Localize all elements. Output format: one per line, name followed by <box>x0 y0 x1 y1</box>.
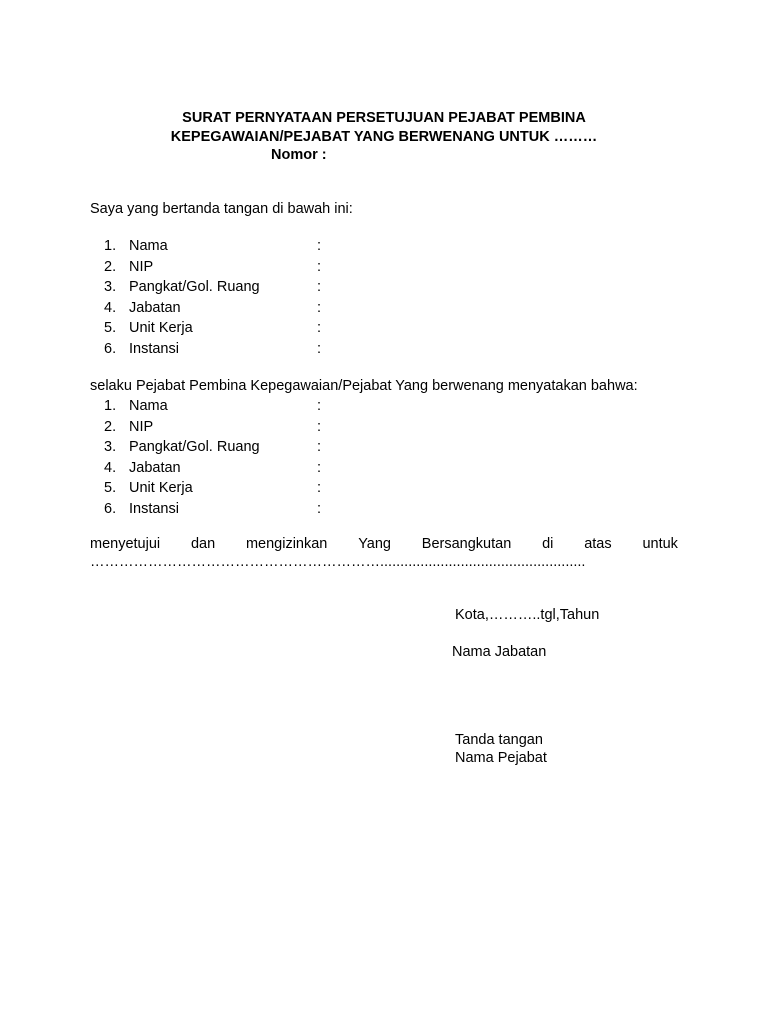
approval-word: untuk <box>642 536 678 552</box>
item-colon: : <box>317 299 322 316</box>
approval-fill-line: ……………………………………………………................................................... <box>90 554 586 570</box>
list-item <box>104 458 321 479</box>
item-label: Unit Kerja <box>129 480 193 497</box>
list-item <box>104 417 321 438</box>
item-number: 2. <box>104 418 117 435</box>
list-item <box>104 478 321 499</box>
item-number: 4. <box>104 459 117 476</box>
item-colon: : <box>317 418 322 435</box>
title-line-1: SURAT PERNYATAAN PERSETUJUAN PEJABAT PEMBINA <box>182 110 586 126</box>
title-line-2: KEPEGAWAIAN/PEJABAT YANG BERWENANG UNTUK ……… <box>170 129 598 145</box>
item-label: Nama <box>129 238 168 254</box>
list-item <box>104 318 321 339</box>
approval-word: dan <box>190 536 216 552</box>
item-label: Jabatan <box>129 299 181 316</box>
item-number: 6. <box>104 500 117 517</box>
item-number: 1. <box>104 238 117 254</box>
signer-fields-list <box>104 236 321 360</box>
item-colon: : <box>317 258 322 275</box>
item-number: 2. <box>104 258 117 275</box>
item-label: Instansi <box>129 340 179 357</box>
item-number: 3. <box>104 439 117 456</box>
item-number: 5. <box>104 480 117 497</box>
item-colon: : <box>317 340 322 357</box>
list-item <box>104 298 321 319</box>
authority-paragraph: selaku Pejabat Pembina Kepegawaian/Pejabat Yang berwenang menyatakan bahwa: <box>90 378 638 394</box>
item-number: 3. <box>104 279 117 296</box>
item-label: Pangkat/Gol. Ruang <box>129 439 260 456</box>
item-number: 5. <box>104 320 117 337</box>
employee-fields-list <box>104 396 321 520</box>
item-colon: : <box>317 320 322 337</box>
approval-word: Yang <box>358 536 391 552</box>
item-label: Nama <box>129 398 168 414</box>
signature-label: Tanda tangan <box>455 732 543 748</box>
item-colon: : <box>317 238 322 254</box>
item-label: Unit Kerja <box>129 320 193 337</box>
list-item <box>104 339 321 360</box>
title-number: Nomor : <box>271 147 327 163</box>
item-colon: : <box>317 398 322 414</box>
item-colon: : <box>317 459 322 476</box>
item-colon: : <box>317 279 322 296</box>
item-colon: : <box>317 480 322 497</box>
approval-word: atas <box>584 536 612 552</box>
list-item <box>104 437 321 458</box>
item-label: Pangkat/Gol. Ruang <box>129 279 260 296</box>
item-label: Jabatan <box>129 459 181 476</box>
list-item <box>104 257 321 278</box>
approval-word: mengizinkan <box>245 536 328 552</box>
position-title: Nama Jabatan <box>452 644 547 660</box>
approval-word: Bersangkutan <box>421 536 512 552</box>
intro-paragraph: Saya yang bertanda tangan di bawah ini: <box>90 201 353 217</box>
item-number: 1. <box>104 398 117 414</box>
approval-word: di <box>542 536 554 552</box>
item-label: Instansi <box>129 500 179 517</box>
item-label: NIP <box>129 418 154 435</box>
item-label: NIP <box>129 258 154 275</box>
item-number: 4. <box>104 299 117 316</box>
approval-sentence <box>90 536 678 552</box>
official-name: Nama Pejabat <box>455 750 547 766</box>
list-item <box>104 396 321 417</box>
list-item <box>104 236 321 257</box>
list-item <box>104 277 321 298</box>
place-date: Kota,………..tgl,Tahun <box>455 607 600 623</box>
item-number: 6. <box>104 340 117 357</box>
list-item <box>104 499 321 520</box>
approval-word: menyetujui <box>90 536 161 552</box>
item-colon: : <box>317 439 322 456</box>
item-colon: : <box>317 500 322 517</box>
